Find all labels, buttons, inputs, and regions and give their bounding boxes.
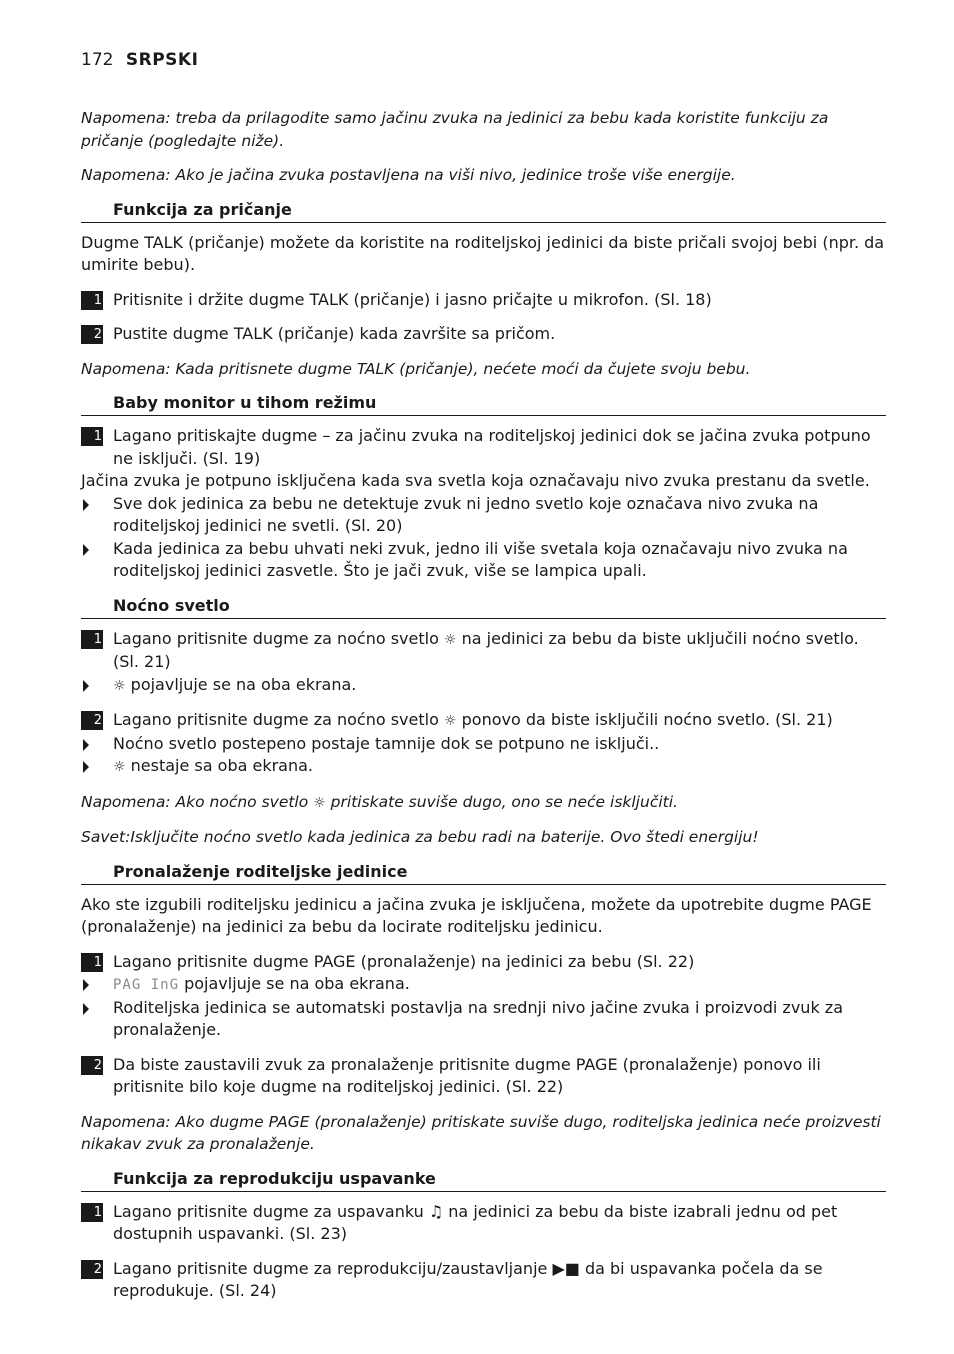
step-text: Lagano pritisnite dugme za uspavanku: [113, 1201, 424, 1221]
night-light-icon: ☼: [113, 759, 126, 775]
play-stop-icon: ▶■: [552, 1258, 580, 1278]
lullaby-step-1: [81, 1201, 886, 1246]
page-header: [81, 49, 198, 71]
bullet-text: Roditeljska jedinica se automatski postavlja na srednji nivo jačine zvuka i proizvodi zvuk za pronalaženje.: [113, 997, 843, 1039]
bullet-arrow-icon: [83, 1003, 89, 1015]
night-bullet-2: [81, 733, 886, 756]
step-number: 1: [81, 427, 103, 446]
step-number: 2: [81, 1056, 103, 1075]
note-text: pritiskate suviše dugo, ono se neće isključiti.: [330, 792, 678, 811]
night-light-icon: ☼: [113, 677, 126, 694]
talk-step-1: [81, 289, 886, 312]
step-number: 1: [81, 630, 103, 649]
language-label: SRPSKI: [125, 50, 199, 70]
note-text: Napomena: Ako noćno svetlo: [81, 792, 309, 811]
night-bullet-3: [81, 755, 886, 779]
step-text: Pritisnite i držite dugme TALK (pričanje) i jasno pričajte u mikrofon. (Sl. 18): [113, 289, 712, 309]
step-text: Lagano pritiskajte dugme – za jačinu zvuka na roditeljskoj jedinici dok se jačina zvuka potpuno ne isključi. (Sl. 19): [113, 426, 871, 468]
night-tip: Savet:Isključite noćno svetlo kada jedinica za bebu radi na baterije. Ovo štedi energiju!: [81, 828, 759, 846]
bullet-arrow-icon: [83, 680, 89, 692]
night-step-1: [81, 628, 886, 674]
step-text: na jedinici za bebu da biste izabrali jednu od pet dostupnih uspavanki. (Sl. 23): [113, 1201, 838, 1243]
paging-step-1: [81, 951, 886, 974]
step-number: 2: [81, 1260, 103, 1279]
step-text: ponovo da biste isključili noćno svetlo. (Sl. 21): [461, 710, 833, 729]
step-text: Lagano pritisnite dugme PAGE (pronalaženje) na jedinici za bebu (Sl. 22): [113, 951, 695, 971]
night-light-icon: ☼: [313, 794, 326, 811]
night-step-2: [81, 709, 886, 733]
talk-note: Napomena: Kada pritisnete dugme TALK (pričanje), nećete moći da čujete svoju bebu.: [81, 359, 751, 378]
paging-step-2: [81, 1054, 886, 1099]
night-note: [81, 791, 886, 815]
bullet-text: pojavljuje se na oba ekrana.: [184, 974, 410, 993]
silent-bullet-1: [81, 493, 886, 538]
bullet-arrow-icon: [83, 544, 89, 556]
step-number: 2: [81, 711, 103, 730]
talk-step-2: [81, 323, 886, 346]
paging-description: Ako ste izgubili roditeljsku jedinicu a jačina zvuka je isključena, možete da upotrebite dugme PAGE (pronalaženje) na jedinici za bebu da locirate roditeljsku jedinicu.: [81, 894, 872, 936]
bullet-arrow-icon: [83, 499, 89, 511]
step-text: Lagano pritisnite dugme za noćno svetlo: [113, 710, 439, 729]
talk-description: Dugme TALK (pričanje) možete da koristite na roditeljskoj jedinici da biste pričali svojoj bebi (npr. da umirite bebu).: [81, 232, 885, 274]
paging-note: Napomena: Ako dugme PAGE (pronalaženje) pritiskate suviše dugo, roditeljska jedinica neće proizvesti nikakav zvuk za pronalaženje.: [81, 1112, 881, 1153]
section-heading-lullaby: Funkcija za reprodukciju uspavanke: [81, 1168, 886, 1192]
night-bullet-1: [81, 674, 886, 698]
bullet-arrow-icon: [83, 979, 89, 991]
step-number: 1: [81, 953, 103, 972]
silent-bullet-2: [81, 538, 886, 583]
step-text: na jedinici za bebu da biste uključili noćno svetlo. (Sl. 21): [113, 628, 859, 671]
lullaby-step-2: [81, 1258, 886, 1303]
step-number: 1: [81, 1203, 103, 1222]
page-number: 172: [81, 50, 114, 70]
step-number: 2: [81, 325, 103, 344]
night-light-icon: ☼: [443, 713, 457, 729]
bullet-text: Kada jedinica za bebu uhvati neki zvuk, jedno ili više svetala koja označavaju nivo zvuka na roditeljskoj jedinici zasvetle. Što je jači zvuk, više se lampica upali.: [113, 538, 848, 580]
lullaby-note-icon: ♫: [428, 1201, 444, 1221]
bullet-arrow-icon: [83, 761, 89, 773]
section-heading-talk: Funkcija za pričanje: [81, 199, 886, 223]
bullet-text: nestaje sa oba ekrana.: [130, 756, 314, 775]
section-heading-silent-mode: Baby monitor u tihom režimu: [81, 392, 886, 416]
step-text: Lagano pritisnite dugme za reprodukciju/zaustavljanje: [113, 1258, 548, 1278]
bullet-arrow-icon: [83, 739, 89, 751]
step-text: da bi uspavanka počela da se reprodukuje. (Sl. 24): [113, 1258, 823, 1300]
silent-description: Jačina zvuka je potpuno isključena kada sva svetla koja označavaju nivo zvuka prestanu da svetle.: [81, 471, 870, 490]
night-light-icon: ☼: [443, 631, 457, 648]
bullet-text: Noćno svetlo postepeno postaje tamnije dok se potpuno ne isključi..: [113, 733, 660, 753]
paging-bullet-2: [81, 997, 886, 1042]
page-content: [81, 107, 886, 1303]
step-text: Pustite dugme TALK (pričanje) kada završite sa pričom.: [113, 324, 556, 343]
silent-step-1: [81, 425, 886, 470]
bullet-text: Sve dok jedinica za bebu ne detektuje zvuk ni jedno svetlo koje označava nivo zvuka na roditeljskoj jedinici ne svetli. (Sl. 20): [113, 493, 819, 535]
paging-bullet-1: [81, 973, 886, 997]
lcd-paging-text: PAG InG: [113, 977, 180, 993]
section-heading-paging: Pronalaženje roditeljske jedinice: [81, 861, 886, 885]
step-text: Da biste zaustavili zvuk za pronalaženje pritisnite dugme PAGE (pronalaženje) ponovo ili pritisnite bilo koje dugme na roditeljskoj jedinici. (Sl. 22): [113, 1054, 821, 1096]
note-energy: Napomena: Ako je jačina zvuka postavljena na viši nivo, jedinice troše više energije.: [81, 166, 736, 184]
step-text: Lagano pritisnite dugme za noćno svetlo: [113, 628, 439, 648]
bullet-text: pojavljuje se na oba ekrana.: [130, 674, 357, 694]
step-number: 1: [81, 291, 103, 310]
section-heading-night-light: Noćno svetlo: [81, 595, 886, 619]
note-volume-adjust: Napomena: treba da prilagodite samo jačinu zvuka na jedinici za bebu kada koristite funkciju za pričanje (pogledajte niže).: [81, 109, 829, 150]
